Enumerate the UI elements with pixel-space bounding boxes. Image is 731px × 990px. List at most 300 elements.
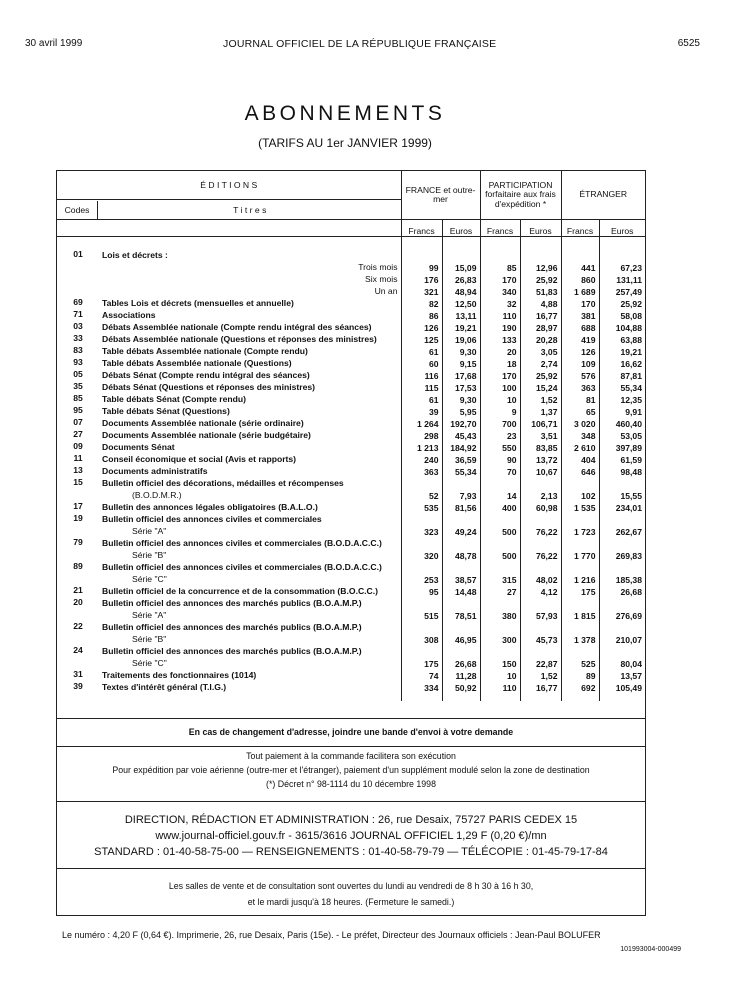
table-row [57, 585, 645, 597]
row-title [99, 429, 401, 441]
table-row [57, 501, 645, 513]
cell-euros: 87,81 [599, 369, 645, 381]
cell-euros: 20,28 [520, 333, 561, 345]
etranger-header: ÉTRANGER [561, 171, 645, 220]
subscription-frame [56, 170, 646, 916]
cell-francs: 315 [480, 561, 520, 585]
cell-francs: 61 [401, 393, 442, 405]
col-euros: Euros [599, 220, 645, 237]
table-row [57, 477, 645, 501]
table-row [57, 345, 645, 357]
cell-francs: 175 [561, 585, 599, 597]
table-row [57, 513, 645, 537]
cell-euros: 26,68 [599, 585, 645, 597]
cell-euros: 4,88 [520, 297, 561, 309]
row-code: 83 [73, 345, 83, 355]
cell-euros: 15,55 [599, 477, 645, 501]
cell-francs: 240 [401, 453, 442, 465]
row-code [57, 261, 99, 273]
cell-francs: 3 020 [561, 417, 599, 429]
table-row [57, 561, 645, 585]
website-line: www.journal-officiel.gouv.fr - 3615/3616 JOURNAL OFFICIEL 1,29 F (0,20 €)/mn [155, 830, 547, 842]
row-subtitle: Série "B" [132, 550, 167, 560]
cell-francs: 70 [480, 465, 520, 477]
cell-euros: 2,13 [520, 477, 561, 501]
table-row [57, 321, 645, 333]
cell-francs: 86 [401, 309, 442, 321]
cell-francs: 1 689 [561, 285, 599, 297]
col-francs: Francs [480, 220, 520, 237]
table-row [57, 405, 645, 417]
cell-francs: 700 [480, 417, 520, 429]
cell-euros: 9,91 [599, 405, 645, 417]
cell-francs: 2 610 [561, 441, 599, 453]
cell-francs: 39 [401, 405, 442, 417]
cell-euros [599, 249, 645, 261]
row-code: 09 [73, 441, 83, 451]
cell-francs: 126 [561, 345, 599, 357]
cell-francs: 334 [401, 681, 442, 693]
cell-francs: 1 815 [561, 597, 599, 621]
table-row [57, 285, 645, 297]
phones-line: STANDARD : 01-40-58-75-00 — RENSEIGNEMENTS : 01-40-58-79-79 — TÉLÉCOPIE : 01-45-79-17-84 [94, 846, 608, 858]
cell-francs: 1 723 [561, 513, 599, 537]
cell-francs: 176 [401, 273, 442, 285]
table-row [57, 393, 645, 405]
table-row [57, 261, 645, 273]
cell-francs: 500 [480, 537, 520, 561]
cell-euros: 53,05 [599, 429, 645, 441]
cell-euros: 83,85 [520, 441, 561, 453]
cell-euros: 63,88 [599, 333, 645, 345]
cell-francs: 500 [480, 513, 520, 537]
editions-header [57, 171, 401, 220]
cell-euros: 210,07 [599, 621, 645, 645]
cell-francs: 61 [401, 345, 442, 357]
row-subtitle: Série "C" [132, 574, 167, 584]
row-title [99, 621, 401, 645]
cell-francs: 535 [401, 501, 442, 513]
row-title [99, 513, 401, 537]
cell-francs: 110 [480, 309, 520, 321]
cell-francs: 74 [401, 669, 442, 681]
cell-euros: 15,24 [520, 381, 561, 393]
header-page-number: 6525 [677, 38, 700, 49]
row-title-text: Tables Lois et décrets (mensuelles et annuelle) [102, 298, 294, 308]
cell-euros: 25,92 [599, 297, 645, 309]
row-title [99, 669, 401, 681]
cell-francs: 10 [480, 393, 520, 405]
cell-euros: 9,30 [442, 345, 480, 357]
table-row [57, 441, 645, 453]
cell-euros [442, 249, 480, 261]
cell-francs: 688 [561, 321, 599, 333]
cell-euros: 1,37 [520, 405, 561, 417]
row-code: 19 [73, 513, 83, 523]
cell-euros: 45,73 [520, 621, 561, 645]
editions-label: É D I T I O N S [200, 180, 258, 190]
cell-euros: 48,02 [520, 561, 561, 585]
row-title [99, 501, 401, 513]
cell-euros: 257,49 [599, 285, 645, 297]
payment-line: Tout paiement à la commande facilitera son exécution [246, 751, 456, 761]
row-title-text: Table débats Assemblée nationale (Questions) [102, 358, 292, 368]
page-title: ABONNEMENTS [244, 102, 446, 125]
page-header [25, 38, 700, 52]
row-code: 05 [73, 369, 83, 379]
cell-francs: 576 [561, 369, 599, 381]
row-code: 31 [73, 669, 83, 679]
cell-francs: 150 [480, 645, 520, 669]
footer-text: Le numéro : 4,20 F (0,64 €). Imprimerie, 26, rue Desaix, Paris (15e). - Le préfet, Directeur des Journaux officiels : Jean-Paul BOLUFER [62, 930, 601, 940]
row-code: 22 [73, 621, 83, 631]
table-row [57, 381, 645, 393]
cell-francs: 1 378 [561, 621, 599, 645]
row-title-text: Associations [102, 310, 156, 320]
row-code: 15 [73, 477, 83, 487]
cell-francs: 363 [401, 465, 442, 477]
table-row [57, 681, 645, 693]
cell-francs: 348 [561, 429, 599, 441]
cell-euros: 131,11 [599, 273, 645, 285]
row-title-text: Documents Assemblée nationale (série budgétaire) [102, 430, 311, 440]
cell-euros: 51,83 [520, 285, 561, 297]
cell-euros: 48,78 [442, 537, 480, 561]
cell-euros: 26,83 [442, 273, 480, 285]
cell-francs: 320 [401, 537, 442, 561]
row-title [99, 333, 401, 345]
cell-euros: 105,49 [599, 681, 645, 693]
cell-euros: 7,93 [442, 477, 480, 501]
row-title [99, 285, 401, 297]
cell-euros: 5,95 [442, 405, 480, 417]
cell-euros: 17,53 [442, 381, 480, 393]
cell-francs: 10 [480, 669, 520, 681]
table-row [57, 465, 645, 477]
cell-euros: 67,23 [599, 261, 645, 273]
cell-francs: 323 [401, 513, 442, 537]
row-title [99, 645, 401, 669]
row-code: 20 [73, 597, 83, 607]
table-row [57, 537, 645, 561]
cell-francs: 300 [480, 621, 520, 645]
cell-francs: 400 [480, 501, 520, 513]
cell-euros: 460,40 [599, 417, 645, 429]
table-row [57, 597, 645, 621]
row-title-text: Débats Sénat (Questions et réponses des ministres) [102, 382, 315, 392]
cell-francs: 125 [401, 333, 442, 345]
cell-francs: 321 [401, 285, 442, 297]
titres-header: T i t r e s [233, 205, 267, 215]
cell-francs: 27 [480, 585, 520, 597]
cell-euros: 36,59 [442, 453, 480, 465]
cell-euros: 9,30 [442, 393, 480, 405]
row-title-text: Table débats Sénat (Compte rendu) [102, 394, 247, 404]
cell-francs: 1 264 [401, 417, 442, 429]
cell-euros [520, 249, 561, 261]
sales-line: et le mardi jusqu'à 18 heures. (Fermeture le samedi.) [247, 897, 455, 907]
cell-francs: 85 [480, 261, 520, 273]
cell-francs: 20 [480, 345, 520, 357]
cell-euros: 48,94 [442, 285, 480, 297]
sales-hours-block [57, 868, 645, 910]
cell-francs: 170 [480, 273, 520, 285]
cell-francs: 380 [480, 597, 520, 621]
address-change-note: En cas de changement d'adresse, joindre une bande d'envoi à votre demande [57, 718, 645, 747]
cell-euros: 104,88 [599, 321, 645, 333]
cell-euros: 14,48 [442, 585, 480, 597]
cell-euros: 78,51 [442, 597, 480, 621]
row-title [99, 465, 401, 477]
row-title-text: Documents Sénat [102, 442, 175, 452]
cell-francs: 170 [561, 297, 599, 309]
cell-euros: 46,95 [442, 621, 480, 645]
cell-euros: 16,77 [520, 681, 561, 693]
footer-code: 101993004-000499 [620, 946, 681, 953]
france-header: FRANCE et outre-mer [401, 171, 480, 220]
cell-euros: 397,89 [599, 441, 645, 453]
cell-francs: 81 [561, 393, 599, 405]
row-title-text: Bulletin officiel des annonces civiles et commerciales (B.O.D.A.C.C.) [102, 562, 382, 572]
participation-header: PARTICIPATION forfaitaire aux frais d'expédition * [480, 171, 561, 220]
cell-euros: 55,34 [442, 465, 480, 477]
cell-francs: 419 [561, 333, 599, 345]
cell-francs: 646 [561, 465, 599, 477]
cell-euros: 60,98 [520, 501, 561, 513]
col-francs: Francs [561, 220, 599, 237]
table-row [57, 309, 645, 321]
cell-francs: 89 [561, 669, 599, 681]
row-title [99, 537, 401, 561]
row-title-text: Bulletin officiel de la concurrence et de la consommation (B.O.C.C.) [102, 586, 379, 596]
table-row [57, 621, 645, 645]
row-code: 07 [73, 417, 83, 427]
row-title [99, 393, 401, 405]
cell-francs: 14 [480, 477, 520, 501]
row-title-text: Documents Assemblée nationale (série ordinaire) [102, 418, 304, 428]
table-row [57, 417, 645, 429]
cell-euros: 49,24 [442, 513, 480, 537]
row-title [99, 357, 401, 369]
cell-francs: 116 [401, 369, 442, 381]
cell-euros: 13,57 [599, 669, 645, 681]
row-title-text: Six mois [365, 274, 398, 284]
row-title-text: Bulletin officiel des annonces des marchés publics (B.O.A.M.P.) [102, 622, 362, 632]
codes-header: Codes [57, 201, 98, 219]
cell-euros: 81,56 [442, 501, 480, 513]
cell-francs: 550 [480, 441, 520, 453]
cell-euros: 19,21 [442, 321, 480, 333]
cell-francs: 253 [401, 561, 442, 585]
row-title-text: Débats Sénat (Compte rendu intégral des séances) [102, 370, 310, 380]
payment-note [57, 749, 645, 791]
row-code: 69 [73, 297, 83, 307]
cell-euros: 38,57 [442, 561, 480, 585]
header-journal: JOURNAL OFFICIEL DE LA RÉPUBLIQUE FRANÇAISE [223, 38, 497, 50]
cell-euros: 26,68 [442, 645, 480, 669]
table-row [57, 645, 645, 669]
row-title-text: Bulletin officiel des décorations, médailles et récompenses [102, 478, 344, 488]
cell-euros: 22,87 [520, 645, 561, 669]
cell-euros: 106,71 [520, 417, 561, 429]
table-row [57, 357, 645, 369]
row-title-text: Documents administratifs [102, 466, 208, 476]
cell-francs: 340 [480, 285, 520, 297]
row-title [99, 261, 401, 273]
cell-euros: 269,83 [599, 537, 645, 561]
cell-euros: 13,11 [442, 309, 480, 321]
cell-euros: 57,93 [520, 597, 561, 621]
row-title-text: Textes d'intérêt général (T.I.G.) [102, 682, 227, 692]
row-code: 33 [73, 333, 83, 343]
cell-euros: 76,22 [520, 513, 561, 537]
row-code: 03 [73, 321, 83, 331]
cell-euros: 16,62 [599, 357, 645, 369]
cell-euros: 25,92 [520, 273, 561, 285]
row-title [99, 441, 401, 453]
cell-euros: 55,34 [599, 381, 645, 393]
payment-line: Pour expédition par voie aérienne (outre-mer et l'étranger), paiement d'un supplément modulé selon la zone de destination [112, 765, 590, 775]
row-code: 95 [73, 405, 83, 415]
row-title [99, 381, 401, 393]
direction-block [57, 801, 645, 860]
row-title [99, 585, 401, 597]
cell-euros: 192,70 [442, 417, 480, 429]
direction-line: DIRECTION, RÉDACTION ET ADMINISTRATION : 26, rue Desaix, 75727 PARIS CEDEX 15 [124, 814, 578, 826]
row-title-text: Table débats Assemblée nationale (Compte rendu) [102, 346, 308, 356]
cell-euros: 58,08 [599, 309, 645, 321]
cell-euros: 19,21 [599, 345, 645, 357]
cell-francs: 18 [480, 357, 520, 369]
cell-euros: 184,92 [442, 441, 480, 453]
cell-euros: 234,01 [599, 501, 645, 513]
row-code: 89 [73, 561, 83, 571]
row-subtitle: Série "C" [132, 658, 167, 668]
cell-francs: 363 [561, 381, 599, 393]
row-title [99, 477, 401, 501]
cell-francs: 99 [401, 261, 442, 273]
table-row [57, 333, 645, 345]
cell-francs: 404 [561, 453, 599, 465]
row-title-text: Lois et décrets : [102, 250, 168, 260]
row-title [99, 405, 401, 417]
row-title [99, 297, 401, 309]
row-subtitle: Série "A" [132, 526, 167, 536]
row-code: 17 [73, 501, 83, 511]
row-code: 24 [73, 645, 83, 655]
cell-francs: 860 [561, 273, 599, 285]
cell-francs: 308 [401, 621, 442, 645]
header-date: 30 avril 1999 [25, 38, 83, 49]
cell-francs: 170 [480, 369, 520, 381]
cell-francs: 109 [561, 357, 599, 369]
cell-francs: 1 770 [561, 537, 599, 561]
sales-line: Les salles de vente et de consultation sont ouvertes du lundi au vendredi de 8 h 30 à 16 h 30, [168, 881, 534, 891]
row-code: 21 [73, 585, 83, 595]
cell-francs: 23 [480, 429, 520, 441]
row-title [99, 309, 401, 321]
row-code: 93 [73, 357, 83, 367]
table-row [57, 669, 645, 681]
row-title-text: Bulletin officiel des annonces civiles et commerciales [102, 514, 322, 524]
row-code: 13 [73, 465, 83, 475]
row-code: 11 [73, 453, 83, 463]
cell-euros: 12,35 [599, 393, 645, 405]
cell-euros: 11,28 [442, 669, 480, 681]
cell-euros: 4,12 [520, 585, 561, 597]
row-code: 39 [73, 681, 83, 691]
table-row [57, 297, 645, 309]
cell-euros: 15,09 [442, 261, 480, 273]
row-code [57, 285, 99, 297]
cell-francs: 102 [561, 477, 599, 501]
cell-francs [401, 249, 442, 261]
row-code: 01 [73, 249, 83, 259]
row-title [99, 561, 401, 585]
cell-euros: 185,38 [599, 561, 645, 585]
row-subtitle: Série "A" [132, 610, 167, 620]
row-code: 27 [73, 429, 83, 439]
row-title-text: Débats Assemblée nationale (Questions et réponses des ministres) [102, 334, 377, 344]
row-title-text: Conseil économique et social (Avis et rapports) [102, 454, 297, 464]
cell-euros: 9,15 [442, 357, 480, 369]
row-title-text: Bulletin officiel des annonces des marchés publics (B.O.A.M.P.) [102, 598, 362, 608]
row-title-text: Bulletin des annonces légales obligatoires (B.A.L.O.) [102, 502, 318, 512]
row-title-text: Un an [374, 286, 398, 296]
row-title-text: Table débats Sénat (Questions) [102, 406, 230, 416]
cell-euros: 12,96 [520, 261, 561, 273]
cell-euros: 3,05 [520, 345, 561, 357]
cell-francs: 9 [480, 405, 520, 417]
cell-francs: 60 [401, 357, 442, 369]
cell-francs: 32 [480, 297, 520, 309]
cell-francs: 175 [401, 645, 442, 669]
cell-francs [561, 249, 599, 261]
cell-euros: 50,92 [442, 681, 480, 693]
cell-euros: 16,77 [520, 309, 561, 321]
col-euros: Euros [442, 220, 480, 237]
cell-euros: 3,51 [520, 429, 561, 441]
row-title [99, 273, 401, 285]
row-title [99, 249, 401, 261]
cell-euros: 98,48 [599, 465, 645, 477]
cell-francs: 190 [480, 321, 520, 333]
col-francs: Francs [401, 220, 442, 237]
row-title [99, 417, 401, 429]
cell-francs: 100 [480, 381, 520, 393]
cell-francs: 95 [401, 585, 442, 597]
cell-francs: 115 [401, 381, 442, 393]
cell-francs: 515 [401, 597, 442, 621]
cell-francs: 381 [561, 309, 599, 321]
cell-euros: 28,97 [520, 321, 561, 333]
row-code: 85 [73, 393, 83, 403]
cell-euros: 17,68 [442, 369, 480, 381]
row-code: 79 [73, 537, 83, 547]
row-subtitle: Série "B" [132, 634, 167, 644]
cell-euros: 76,22 [520, 537, 561, 561]
rates-table [57, 171, 645, 701]
cell-francs: 1 213 [401, 441, 442, 453]
cell-francs: 110 [480, 681, 520, 693]
cell-euros: 1,52 [520, 393, 561, 405]
row-code: 35 [73, 381, 83, 391]
cell-francs: 692 [561, 681, 599, 693]
cell-francs [480, 249, 520, 261]
row-title-text: Bulletin officiel des annonces civiles et commerciales (B.O.D.A.C.C.) [102, 538, 382, 548]
cell-francs: 65 [561, 405, 599, 417]
cell-francs: 298 [401, 429, 442, 441]
